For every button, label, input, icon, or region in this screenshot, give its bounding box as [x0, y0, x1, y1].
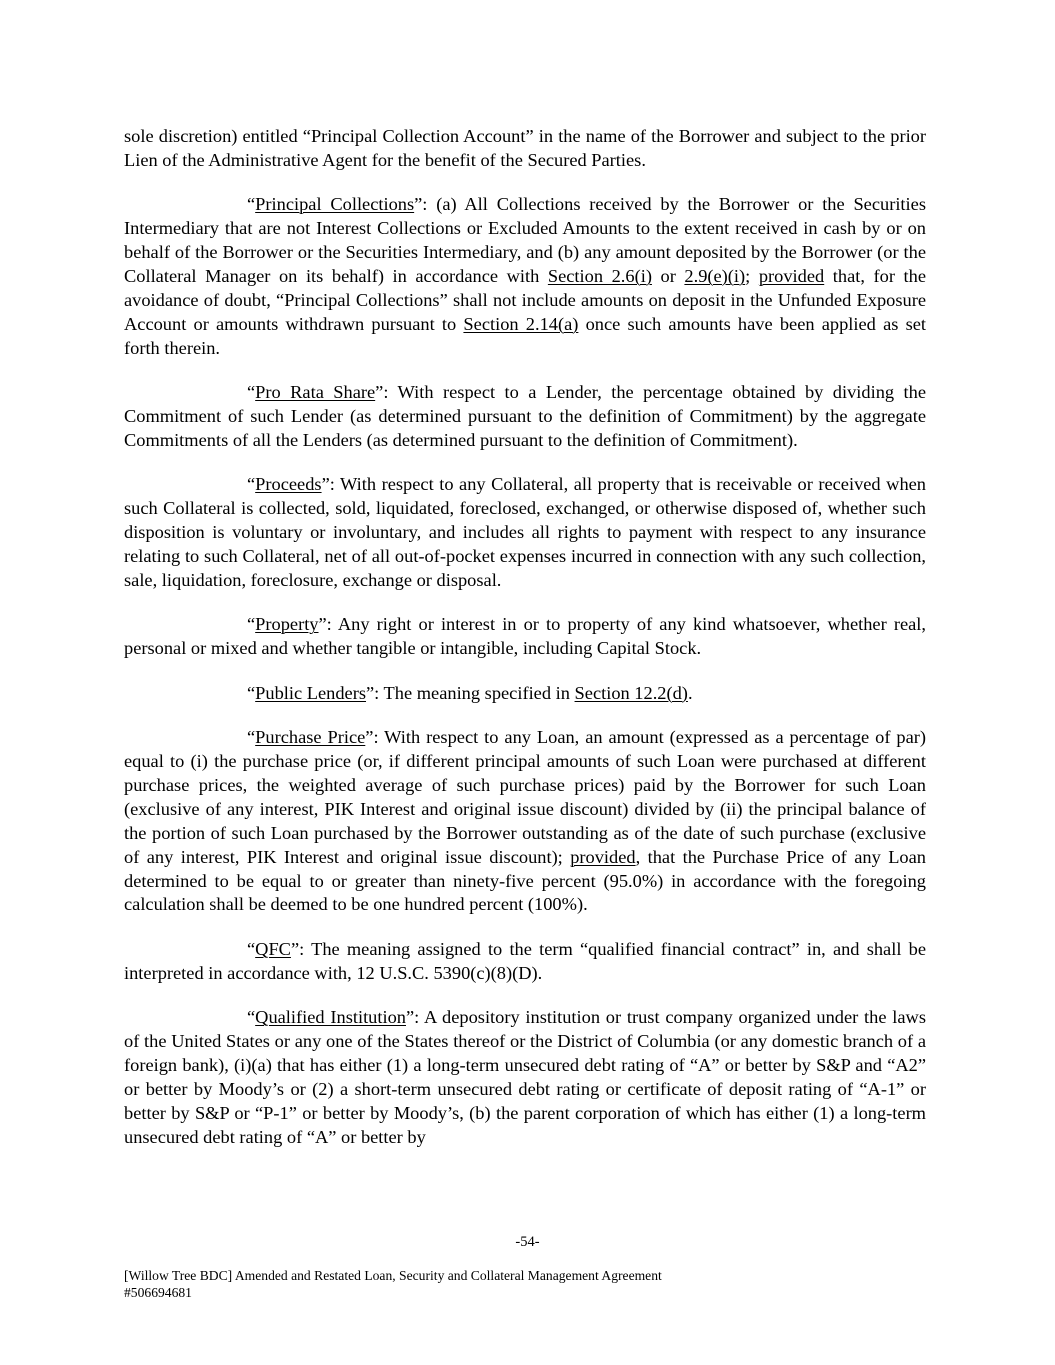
text-run: “	[247, 1007, 256, 1028]
underlined-term: Pro Rata Share	[255, 382, 376, 403]
text-run: or	[651, 266, 685, 287]
page-number: -54-	[515, 1234, 540, 1250]
underlined-term: Public Lenders	[255, 682, 367, 703]
underlined-term: Section 2.6(i)	[547, 266, 652, 287]
underlined-term: Property	[255, 614, 319, 635]
underlined-term: 2.9(e)(i)	[684, 266, 746, 287]
paragraph-principal-collections	[124, 193, 926, 360]
underlined-term: Proceeds	[255, 474, 322, 495]
underlined-term: provided	[570, 846, 636, 867]
text-run: “	[247, 938, 256, 959]
text-run: sole discretion) entitled “Principal Collection Account” in the name of the Borrower and subject to the prior Lien of the Administrative Agent for the benefit of the Secured Parties.	[124, 126, 926, 170]
text-run: ”: The meaning specified in	[366, 682, 575, 703]
underlined-term: Principal Collections	[255, 194, 415, 215]
paragraph-qualified-institution	[124, 1006, 926, 1149]
text-run: “	[247, 194, 256, 215]
underlined-term: Qualified Institution	[255, 1007, 406, 1028]
text-run: “	[247, 382, 256, 403]
text-run: “	[247, 727, 256, 748]
text-run: ”: The meaning assigned to the term “qualified financial contract” in, and shall be interpreted in accordance with, 12 U.S.C. 5390(c)(8)(D).	[124, 938, 926, 983]
text-run: ;	[745, 266, 759, 287]
underlined-term: provided	[758, 266, 825, 287]
text-run: ”: A depository institution or trust company organized under the laws of the United States or any one of the States thereof or the District of Columbia (or any domestic branch of a foreign bank), (i)(a) that has either (1) a long-term unsecured debt rating of “A” or better by S&P and “A2” or better by Moody’s or (2) a short-term unsecured debt rating or certificate of deposit rating of “A-1” or better by S&P or “P-1” or better by Moody’s, (b) the parent corporation of which has either (1) a long-term unsecured debt rating of “A” or better by	[124, 1007, 926, 1147]
paragraph-public-lenders	[124, 682, 926, 706]
paragraph-principal-collection-account-cont	[124, 125, 926, 173]
text-run: ”: Any right or interest in or to property of any kind whatsoever, whether real, personal or mixed and whether tangible or intangible, including Capital Stock.	[124, 614, 926, 659]
document-footer	[124, 1268, 924, 1301]
underlined-term: Purchase Price	[255, 727, 366, 748]
text-run: “	[247, 682, 256, 703]
document-body	[124, 125, 926, 1170]
text-run: , that the Purchase Price of any Loan determined to be equal to or greater than ninety-five percent (95.0%) in accordance with the foregoing calculation shall be deemed to be one hundred percent (100%).	[124, 846, 926, 915]
paragraph-proceeds	[124, 473, 926, 593]
text-run: “	[247, 614, 256, 635]
underlined-term: Section 12.2(d)	[574, 682, 688, 703]
paragraph-qfc	[124, 938, 926, 986]
paragraph-pro-rata-share	[124, 381, 926, 453]
text-run: ”: With respect to any Loan, an amount (expressed as a percentage of par) equal to (i) the purchase price (or, if different principal amounts of such Loan were purchased at different purchase prices, the weighted average of such purchase prices) paid by the Borrower for such Loan (exclusive of any interest, PIK Interest and original issue discount) divided by (ii) the principal balance of the portion of such Loan purchased by the Borrower outstanding as of the date of such purchase (exclusive of any interest, PIK Interest and original issue discount);	[124, 727, 926, 867]
text-run: .	[687, 682, 693, 703]
text-run: ”: With respect to any Collateral, all property that is receivable or received when such Collateral is collected, sold, liquidated, foreclosed, exchanged, or otherwise disposed of, whether such disposition is voluntary or involuntary, and includes all rights to payment with respect to any insurance relating to such Collateral, net of all out-of-pocket expenses incurred in connection with any such collection, sale, liquidation, foreclosure, exchange or disposal.	[124, 474, 926, 590]
text-run: ”: (a) All Collections received by the Borrower or the Securities Intermediary that are not Interest Collections or Excluded Amounts to the extent received in cash by or on behalf of the Borrower or the Securities Intermediary, and (b) any amount deposited by the Borrower (or the Collateral Manager on its behalf) in accordance with	[124, 194, 926, 287]
underlined-term: QFC	[255, 938, 291, 959]
text-run: once such amounts have been applied as set forth therein.	[124, 313, 927, 358]
underlined-term: Section 2.14(a)	[463, 313, 579, 334]
text-run: “	[247, 474, 256, 495]
text-run: ”: With respect to a Lender, the percentage obtained by dividing the Commitment of such Lender (as determined pursuant to the definition of Commitment) by the aggregate Commitments of all the Lenders (as determined pursuant to the definition of Commitment).	[124, 382, 926, 450]
text-run: that, for the avoidance of doubt, “Principal Collections” shall not include amounts on deposit in the Unfunded Exposure Account or amounts withdrawn pursuant to	[124, 266, 926, 334]
paragraph-property	[124, 613, 926, 661]
paragraph-purchase-price	[124, 726, 926, 917]
footer-title: [Willow Tree BDC] Amended and Restated Loan, Security and Collateral Management Agreement	[124, 1268, 662, 1283]
footer-doc-id: #506694681	[124, 1284, 192, 1300]
